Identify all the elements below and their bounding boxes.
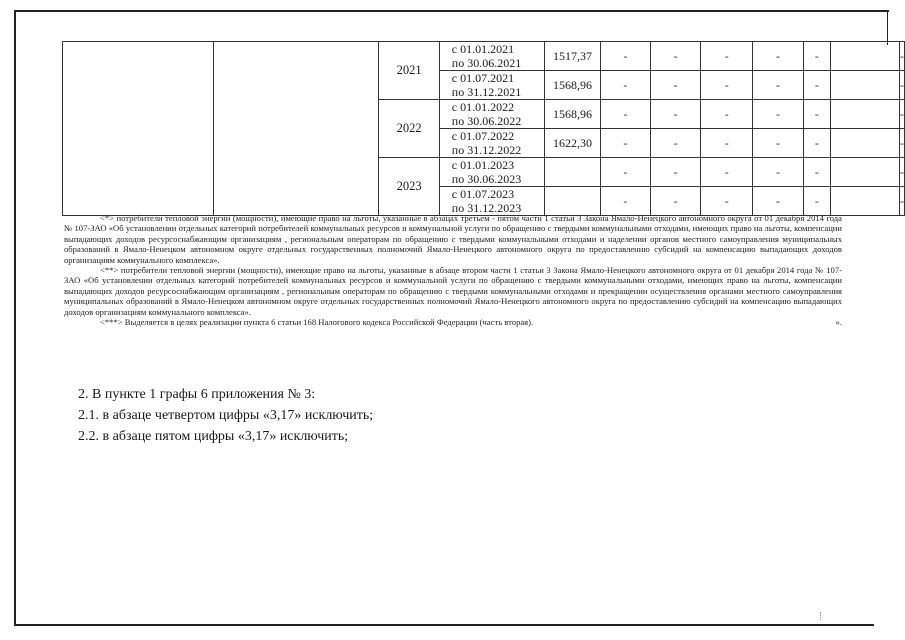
- dash-cell: -: [701, 158, 753, 187]
- footnote-3: [64, 317, 842, 327]
- dash-cell: -: [900, 187, 905, 216]
- dash-cell: -: [651, 158, 701, 187]
- dash-cell: -: [753, 158, 803, 187]
- page-border-right: [887, 10, 888, 45]
- dash-cell: -: [651, 100, 701, 129]
- page-border-bottom: [14, 624, 874, 626]
- amendment-item-2-1: 2.1. в абзаце четвертом цифры «3,17» исключить;: [78, 408, 374, 423]
- period-to: по 31.12.2022: [451, 143, 522, 157]
- dash-cell: -: [600, 100, 650, 129]
- period-from: с 01.01.2023: [451, 158, 515, 172]
- period-to: по 30.06.2023: [451, 172, 522, 186]
- dash-cell: -: [701, 100, 753, 129]
- year-cell: 2022: [379, 100, 439, 158]
- dash-cell: -: [651, 187, 701, 216]
- period-cell: [439, 158, 544, 187]
- tariff-value: 1517,37: [545, 42, 601, 71]
- dash-cell: -: [600, 158, 650, 187]
- footnote-1: <*> потребители тепловой энергии (мощности), имеющие право на льготы, указанные в абзацах третьем - пятом части 1 статьи 3 Закона Ямало-Ненецкого автономного округа от 01 декабря 2014 года № 107-ЗАО «Об установлении отдельных категорий потребителей коммунальных ресурсов и коммунальной услуги по обращению с твердыми коммунальными отходами, имеющих право на льготы, компенсации выпадающих доходов ресурсоснабжающим организациям , региональным операторам по обращению с твердыми коммунальными отходами и наделении органов местного самоуправления муниципальных образований в Ямало-Ненецком автономном округе отдельных государственных полномочий Ямало-Ненецкого автономного округа по предоставлению субсидий на компенсацию выпадающих доходов организациям коммунального комплекса».: [64, 213, 842, 265]
- dash-cell: -: [600, 42, 650, 71]
- dash-cell: [831, 129, 900, 158]
- dash-cell: -: [701, 71, 753, 100]
- dash-cell: [831, 158, 900, 187]
- dash-cell: -: [701, 42, 753, 71]
- amendment-item-2-2: 2.2. в абзаце пятом цифры «3,17» исключить;: [78, 429, 349, 444]
- year-cell: 2023: [379, 158, 439, 216]
- period-to: по 30.06.2021: [451, 56, 522, 70]
- dash-cell: [831, 42, 900, 71]
- amendment-item-2: 2. В пункте 1 графы 6 приложения № 3:: [78, 387, 316, 402]
- scan-mark: [820, 612, 822, 620]
- dash-cell: -: [900, 71, 905, 100]
- dash-cell: -: [753, 129, 803, 158]
- footnote-2: <**> потребители тепловой энергии (мощности), имеющие право на льготы, указанные в абзаце втором части 1 статьи 3 Закона Ямало-Ненецкого автономного округа от 01 декабря 2014 года № 107-ЗАО «Об установлении отдельных категорий потребителей коммунальных ресурсов и коммунальной услуги по обращению с твердыми коммунальными отходами, имеющих право на льготы, компенсации выпадающих доходов ресурсоснабжающим организациям , региональным операторам по обращению с твердыми коммунальными отходами и прекращении осуществления органами местного самоуправления муниципальных образований в Ямало-Ненецком автономном округе отдельных государственных полномочий Ямало-Ненецкого автономного округа по предоставлению субсидий на компенсацию выпадающих доходов организациям коммунального комплекса».: [64, 265, 842, 317]
- footnote-3-text: <***> Выделяется в целях реализации пункта 6 статьи 168 Налогового кодекса Российской Федерации (часть вторая).: [100, 317, 534, 328]
- period-to: по 31.12.2023: [451, 201, 522, 215]
- dash-cell: -: [651, 71, 701, 100]
- dash-cell: -: [803, 187, 831, 216]
- dash-cell: -: [900, 42, 905, 71]
- dash-cell: -: [900, 100, 905, 129]
- period-to: по 30.06.2022: [451, 114, 522, 128]
- tariff-table: [62, 41, 905, 216]
- dash-cell: -: [600, 129, 650, 158]
- period-cell: [439, 100, 544, 129]
- period-from: с 01.07.2022: [451, 129, 515, 143]
- period-cell: [439, 187, 544, 216]
- table-row: [63, 42, 905, 71]
- period-from: с 01.01.2022: [451, 100, 515, 114]
- dash-cell: -: [803, 100, 831, 129]
- dash-cell: -: [803, 71, 831, 100]
- dash-cell: -: [651, 42, 701, 71]
- dash-cell: -: [803, 158, 831, 187]
- dash-cell: -: [803, 42, 831, 71]
- period-to: по 31.12.2021: [451, 85, 522, 99]
- dash-cell: -: [900, 158, 905, 187]
- empty-cell-1: [63, 42, 214, 216]
- dash-cell: -: [600, 71, 650, 100]
- tariff-value: [545, 158, 601, 187]
- amendments: [78, 384, 373, 447]
- period-from: с 01.07.2023: [451, 187, 515, 201]
- footnotes: [64, 213, 842, 327]
- dash-cell: [831, 187, 900, 216]
- tariff-value: 1622,30: [545, 129, 601, 158]
- period-from: с 01.07.2021: [451, 71, 515, 85]
- period-cell: [439, 129, 544, 158]
- tariff-value: [545, 187, 601, 216]
- dash-cell: -: [600, 187, 650, 216]
- dash-cell: -: [753, 187, 803, 216]
- page-border-top: [14, 10, 889, 12]
- period-cell: [439, 71, 544, 100]
- dash-cell: -: [701, 129, 753, 158]
- closing-quote: ».: [835, 317, 842, 328]
- dash-cell: -: [803, 129, 831, 158]
- period-cell: [439, 42, 544, 71]
- empty-cell-2: [214, 42, 379, 216]
- dash-cell: -: [900, 129, 905, 158]
- dash-cell: -: [753, 71, 803, 100]
- year-cell: 2021: [379, 42, 439, 100]
- tariff-value: 1568,96: [545, 71, 601, 100]
- dash-cell: [831, 71, 900, 100]
- page-border-left: [14, 10, 16, 626]
- dash-cell: -: [701, 187, 753, 216]
- dash-cell: -: [753, 42, 803, 71]
- period-from: с 01.01.2021: [451, 42, 515, 56]
- dash-cell: [831, 100, 900, 129]
- tariff-value: 1568,96: [545, 100, 601, 129]
- dash-cell: -: [651, 129, 701, 158]
- dash-cell: -: [753, 100, 803, 129]
